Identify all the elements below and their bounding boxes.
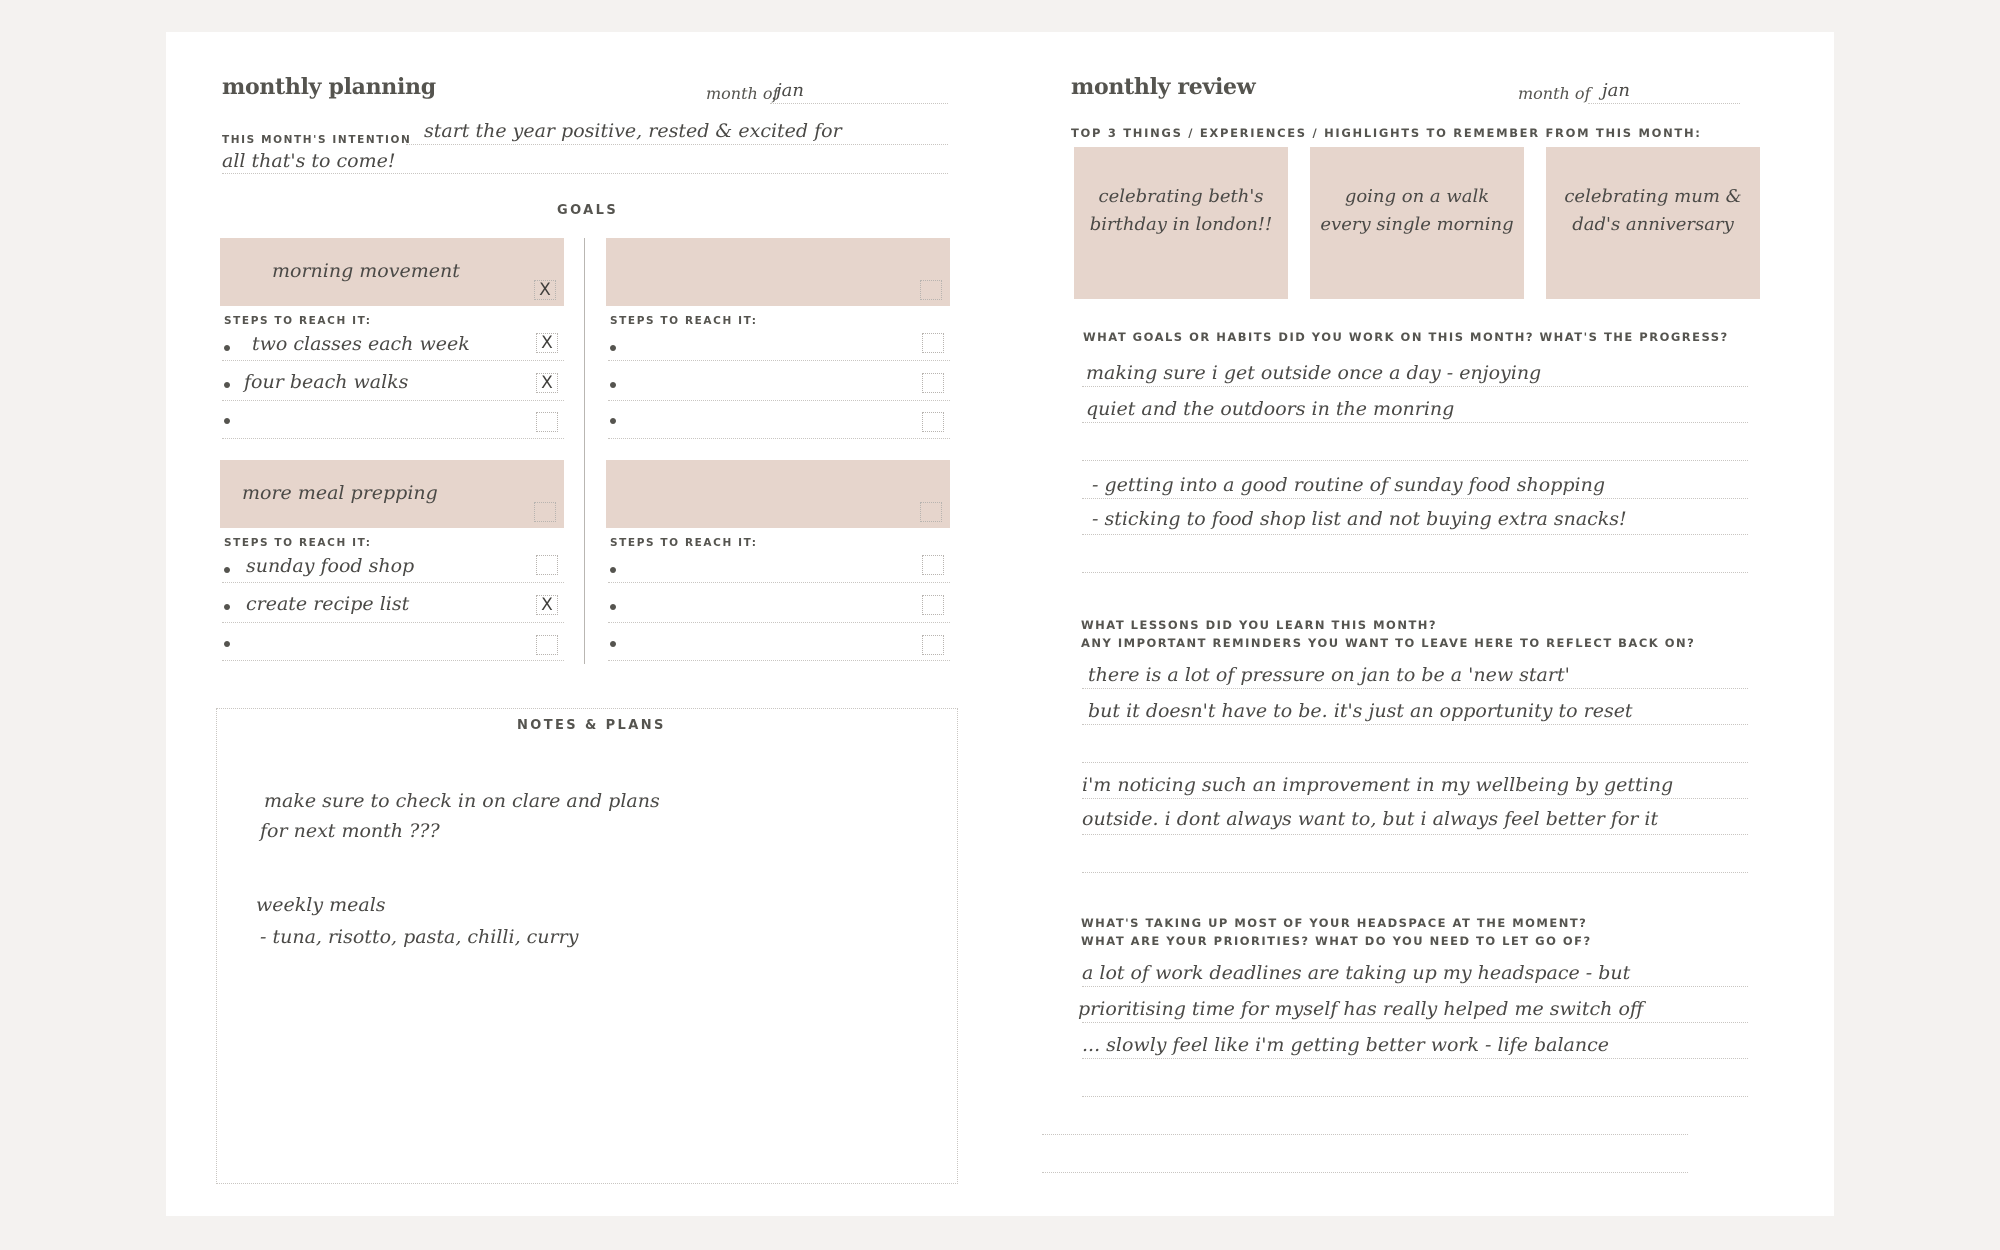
answer-2-rule-5 — [1082, 834, 1748, 835]
goal-1-checkbox[interactable]: X — [534, 280, 556, 300]
planning-title: monthly planning — [222, 74, 436, 100]
answer-1-rule-6 — [1082, 572, 1748, 573]
goal-1-step-3-bullet — [224, 418, 230, 424]
goal-2-step-1-bullet — [610, 345, 616, 351]
answer-2-rule-4 — [1082, 798, 1748, 799]
goal-2-banner — [606, 238, 950, 306]
answer-3-line-2[interactable]: prioritising time for myself has really helped me switch off — [1078, 998, 1644, 1020]
goals-heading: GOALS — [557, 203, 619, 218]
goal-2-step-2-rule — [608, 400, 950, 401]
goal-3-title[interactable]: more meal prepping — [242, 482, 438, 504]
goal-3-step-1[interactable]: sunday food shop — [246, 555, 415, 577]
goal-4-banner — [606, 460, 950, 528]
notes-line-4[interactable]: - tuna, risotto, pasta, chilli, curry — [260, 926, 579, 948]
goals-divider — [584, 238, 585, 664]
answer-1-line-3[interactable]: - getting into a good routine of sunday food shopping — [1092, 474, 1606, 496]
notes-line-2[interactable]: for next month ??? — [260, 820, 440, 842]
goal-3-step-3-checkbox[interactable] — [536, 635, 558, 655]
answer-3-rule-2 — [1082, 1022, 1748, 1023]
review-month-value[interactable]: jan — [1602, 80, 1630, 101]
goal-3-steps-label: STEPS TO REACH IT: — [224, 537, 372, 549]
goal-3-step-2-rule — [222, 622, 564, 623]
question-lessons-line-1: WHAT LESSONS DID YOU LEARN THIS MONTH? — [1081, 618, 1438, 632]
notes-heading: NOTES & PLANS — [517, 718, 666, 733]
answer-1-rule-4 — [1082, 498, 1748, 499]
goal-2-step-3-bullet — [610, 418, 616, 424]
answer-1-line-1[interactable]: making sure i get outside once a day - enjoying — [1086, 362, 1542, 384]
answer-2-line-4[interactable]: outside. i dont always want to, but i always feel better for it — [1082, 808, 1659, 830]
goal-1-step-2[interactable]: four beach walks — [244, 371, 409, 393]
goal-4-step-3-checkbox[interactable] — [922, 635, 944, 655]
highlights-heading: TOP 3 THINGS / EXPERIENCES / HIGHLIGHTS TO REMEMBER FROM THIS MONTH: — [1071, 126, 1702, 140]
goal-2-step-2-bullet — [610, 382, 616, 388]
goal-2-step-3-checkbox[interactable] — [922, 412, 944, 432]
answer-1-line-4[interactable]: - sticking to food shop list and not buying extra snacks! — [1092, 508, 1627, 530]
planning-month-value[interactable]: jan — [776, 80, 804, 101]
goal-4-steps-label: STEPS TO REACH IT: — [610, 537, 758, 549]
goal-1-step-3-checkbox[interactable] — [536, 412, 558, 432]
review-title: monthly review — [1071, 74, 1256, 100]
goal-4-step-2-rule — [608, 622, 950, 623]
goal-2-step-1-checkbox[interactable] — [922, 333, 944, 353]
goal-4-step-1-rule — [608, 582, 950, 583]
answer-2-rule-2 — [1082, 724, 1748, 725]
answer-3-rule-5 — [1042, 1134, 1688, 1135]
answer-3-rule-3 — [1082, 1058, 1748, 1059]
answer-2-rule-1 — [1082, 688, 1748, 689]
answer-3-rule-4 — [1082, 1096, 1748, 1097]
answer-2-line-1[interactable]: there is a lot of pressure on jan to be a 'new start' — [1088, 664, 1570, 686]
question-headspace-line-2: WHAT ARE YOUR PRIORITIES? WHAT DO YOU NEED TO LET GO OF? — [1081, 934, 1592, 948]
planning-month-line — [770, 103, 948, 104]
review-month-label: month of — [1518, 84, 1591, 103]
goal-1-step-1[interactable]: two classes each week — [252, 333, 470, 355]
goal-2-steps-label: STEPS TO REACH IT: — [610, 315, 758, 327]
goal-3-checkbox[interactable] — [534, 502, 556, 522]
notes-line-3[interactable]: weekly meals — [256, 894, 386, 916]
answer-2-rule-6 — [1082, 872, 1748, 873]
goal-3-step-2[interactable]: create recipe list — [246, 593, 410, 615]
goal-1-step-1-bullet — [224, 345, 230, 351]
question-headspace-line-1: WHAT'S TAKING UP MOST OF YOUR HEADSPACE AT THE MOMENT? — [1081, 916, 1588, 930]
goal-2-step-1-rule — [608, 360, 950, 361]
goal-4-step-2-checkbox[interactable] — [922, 595, 944, 615]
answer-1-rule-5 — [1082, 534, 1748, 535]
goal-4-step-1-bullet — [610, 567, 616, 573]
goal-1-step-2-checkbox[interactable]: X — [536, 373, 558, 393]
answer-1-rule-1 — [1082, 386, 1748, 387]
goal-2-step-2-checkbox[interactable] — [922, 373, 944, 393]
goal-4-step-3-rule — [608, 660, 950, 661]
goal-4-step-3-bullet — [610, 641, 616, 647]
goal-4-step-2-bullet — [610, 604, 616, 610]
question-lessons-line-2: ANY IMPORTANT REMINDERS YOU WANT TO LEAVE HERE TO REFLECT BACK ON? — [1081, 636, 1696, 650]
goal-3-step-1-bullet — [224, 567, 230, 573]
notes-line-1[interactable]: make sure to check in on clare and plans — [264, 790, 660, 812]
goal-1-step-2-bullet — [224, 382, 230, 388]
goal-1-step-2-rule — [222, 400, 564, 401]
goal-3-step-3-bullet — [224, 641, 230, 647]
answer-3-rule-6 — [1042, 1172, 1688, 1173]
goal-3-step-1-rule — [222, 582, 564, 583]
goal-4-checkbox[interactable] — [920, 502, 942, 522]
answer-2-line-3[interactable]: i'm noticing such an improvement in my wellbeing by getting — [1082, 774, 1674, 796]
answer-3-line-3[interactable]: ... slowly feel like i'm getting better work - life balance — [1082, 1034, 1609, 1056]
intention-rule-1 — [406, 144, 948, 145]
answer-3-line-1[interactable]: a lot of work deadlines are taking up my headspace - but — [1082, 962, 1631, 984]
answer-3-rule-1 — [1082, 986, 1748, 987]
goal-1-step-1-rule — [222, 360, 564, 361]
goal-1-title[interactable]: morning movement — [272, 260, 460, 282]
highlight-2-text[interactable]: going on a walk every single morning — [1320, 186, 1514, 235]
answer-1-rule-2 — [1082, 422, 1748, 423]
answer-2-rule-3 — [1082, 762, 1748, 763]
goal-3-step-2-bullet — [224, 604, 230, 610]
intention-rule-2 — [222, 173, 948, 174]
intention-label: THIS MONTH'S INTENTION — [222, 134, 412, 146]
goal-3-step-1-checkbox[interactable] — [536, 555, 558, 575]
goal-2-checkbox[interactable] — [920, 280, 942, 300]
goal-3-step-3-rule — [222, 660, 564, 661]
review-month-line — [1588, 103, 1740, 104]
highlight-1-text[interactable]: celebrating beth's birthday in london!! — [1089, 186, 1273, 235]
goal-4-step-1-checkbox[interactable] — [922, 555, 944, 575]
goal-1-step-1-checkbox[interactable]: X — [536, 333, 558, 353]
answer-1-line-2[interactable]: quiet and the outdoors in the monring — [1086, 398, 1455, 420]
question-goals-habits: WHAT GOALS OR HABITS DID YOU WORK ON THIS MONTH? WHAT'S THE PROGRESS? — [1083, 330, 1729, 344]
answer-2-line-2[interactable]: but it doesn't have to be. it's just an opportunity to reset — [1088, 700, 1633, 722]
intention-line-2[interactable]: all that's to come! — [222, 150, 396, 172]
goal-2-step-3-rule — [608, 438, 950, 439]
highlight-3-text[interactable]: celebrating mum & dad's anniversary — [1564, 186, 1742, 235]
planning-month-label: month of — [706, 84, 779, 103]
goal-1-step-3-rule — [222, 438, 564, 439]
goal-1-steps-label: STEPS TO REACH IT: — [224, 315, 372, 327]
goal-3-step-2-checkbox[interactable]: X — [536, 595, 558, 615]
answer-1-rule-3 — [1082, 460, 1748, 461]
intention-line-1[interactable]: start the year positive, rested & excited for — [424, 120, 842, 142]
